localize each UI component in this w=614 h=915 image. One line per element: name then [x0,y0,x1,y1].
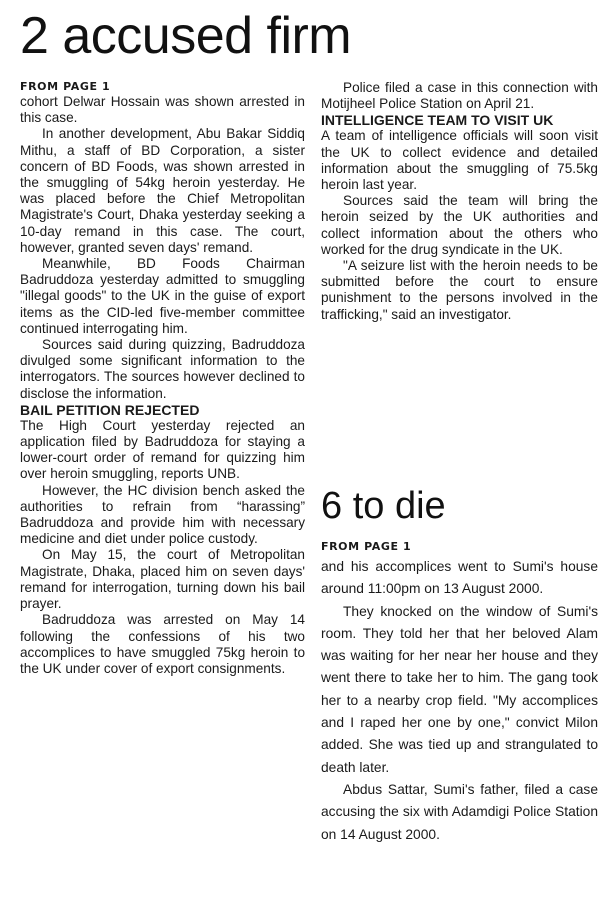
paragraph: Sources said the team will bring the heroin seized by the UK authorities and collect information about the others who worked for the drug syndicate in the UK. [321,193,598,257]
paragraph: cohort Delwar Hossain was shown arrested in this case. [20,94,305,126]
subheading-bail-petition: BAIL PETITION REJECTED [20,401,200,418]
from-page-label: FROM PAGE 1 [20,80,111,93]
paragraph: A team of intelligence officials will soon visit the UK to collect evidence and detailed information about the smuggling of 75.5kg heroin last year. [321,128,598,193]
story2-headline: 6 to die [321,485,446,527]
subheading-intelligence-team: INTELLIGENCE TEAM TO VISIT UK [321,112,554,129]
story2-column [321,540,598,846]
paragraph: On May 15, the court of Metropolitan Magistrate, Dhaka, placed him on seven days' remand for interrogation, turning down his bail prayer. [20,547,305,612]
story-right-column [321,80,598,323]
paragraph: Sources said during quizzing, Badruddoza divulged some significant information to the interrogators. The sources however declined to disclose the information. [20,337,305,401]
paragraph: "A seizure list with the heroin needs to be submitted before the court to ensure punishment to the persons involved in the trafficking," said an investigator. [321,258,598,322]
paragraph: Abdus Sattar, Sumi's father, filed a case accusing the six with Adamdigi Police Station on 14 August 2000. [321,781,598,842]
from-page-label: FROM PAGE 1 [321,540,412,553]
story-left-column [20,80,305,677]
paragraph: Meanwhile, BD Foods Chairman Badruddoza yesterday admitted to smuggling "illegal goods" to the UK in the guise of export items as the CID-led five-member committee continued interrogating him. [20,256,305,336]
story-headline: 2 accused firm [20,7,352,65]
paragraph: The High Court yesterday rejected an application filed by Badruddoza for staying a lower-court order of remand for quizzing him over heroin smuggling, reports UNB. [20,417,305,482]
paragraph: They knocked on the window of Sumi's room. They told her that her beloved Alam was waiting for her near her house and they went there to take her to him. The gang took her to a nearby crop field. "My accomplices and I raped her one by one," convict Milon added. She was tied up and strangulated to death later. [321,603,598,775]
paragraph: Police filed a case in this connection with Motijheel Police Station on April 21. [321,80,598,112]
paragraph: However, the HC division bench asked the authorities to refrain from “harassing” Badruddoza and provide him with necessary medicine and diet under police custody. [20,482,305,547]
paragraph: In another development, Abu Bakar Siddiq Mithu, a staff of BD Corporation, a sister concern of BD Foods, was shown arrested in the smuggling of 54kg heroin yesterday. He was placed before the Chief Metropolitan Magistrate's Court, Dhaka yesterday seeking a 10-day remand in this case. The court, however, granted seven days' remand. [20,126,305,255]
paragraph: Badruddoza was arrested on May 14 following the confessions of his two accomplices to have smuggled 75kg heroin to the UK under cover of export consignments. [20,612,305,676]
paragraph: and his accomplices went to Sumi's house around 11:00pm on 13 August 2000. [321,559,598,597]
